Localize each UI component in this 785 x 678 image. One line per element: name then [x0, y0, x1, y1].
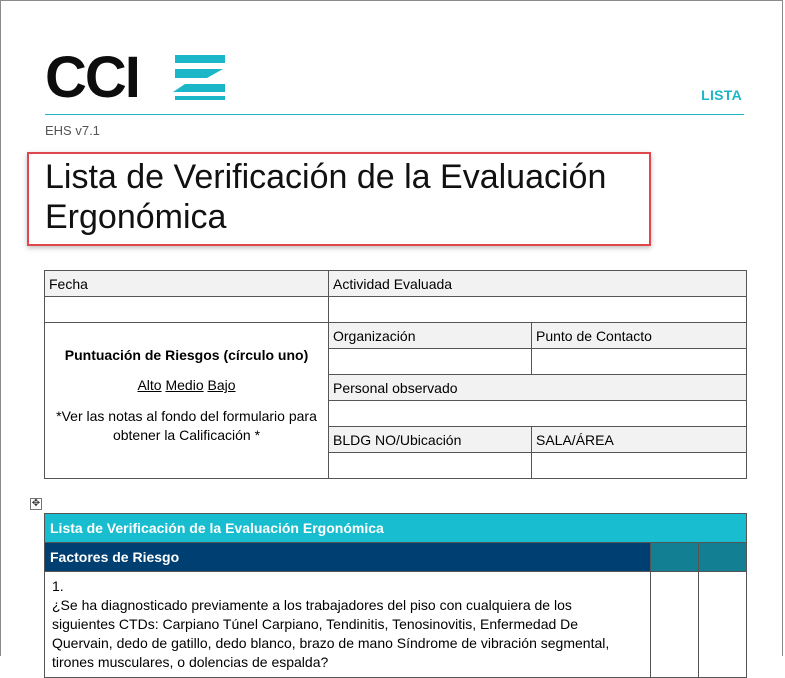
info-table	[44, 270, 747, 479]
risk-level-medio[interactable]: Medio	[165, 377, 204, 393]
fecha-label: Fecha	[45, 271, 329, 297]
personal-label: Personal observado	[329, 375, 747, 401]
sala-field[interactable]	[532, 453, 747, 479]
risk-levels	[49, 377, 324, 393]
checklist-table	[44, 513, 747, 678]
item-number: 1.	[52, 578, 64, 594]
punto-contacto-field[interactable]	[532, 349, 747, 375]
checklist-item	[45, 572, 651, 678]
organizacion-field[interactable]	[329, 349, 532, 375]
item-answer-col-2[interactable]	[699, 572, 747, 678]
risk-level-bajo[interactable]: Bajo	[207, 377, 236, 393]
item-text: ¿Se ha diagnosticado previamente a los trabajadores del piso con cualquiera de los siguientes CTDs: Carpiano Túnel Carpiano, Tendinitis, Tenosinovitis, Enfermedad De Quervain, dedo de gatillo, dedo blanco, brazo de mano Síndrome de vibración segmental, tirones musculares, o dolencias de espalda?	[52, 597, 610, 670]
bldg-field[interactable]	[329, 453, 532, 479]
header-divider	[45, 114, 744, 115]
title-line-1: Lista de Verificación de la Evaluación	[45, 158, 607, 196]
risk-score-heading: Puntuación de Riesgos (círculo uno)	[64, 347, 309, 363]
table-move-handle-icon[interactable]: ✥	[31, 498, 41, 509]
document-type-label: LISTA	[701, 87, 742, 103]
actividad-field[interactable]	[329, 297, 747, 323]
punto-contacto-label: Punto de Contacto	[532, 323, 747, 349]
title-highlight-box	[27, 152, 651, 246]
item-answer-col-1[interactable]	[651, 572, 699, 678]
cci-logo	[45, 51, 230, 101]
personal-field[interactable]	[329, 401, 747, 427]
fecha-field[interactable]	[45, 297, 329, 323]
sala-label: SALA/ÁREA	[532, 427, 747, 453]
svg-text:CCI: CCI	[45, 51, 139, 101]
checklist-title: Lista de Verificación de la Evaluación Ergonómica	[45, 514, 747, 543]
risk-note: *Ver las notas al fondo del formulario para obtener la Calificación *	[56, 408, 317, 443]
title-line-2: Ergonómica	[45, 198, 227, 236]
organizacion-label: Organización	[329, 323, 532, 349]
risk-level-alto[interactable]: Alto	[137, 377, 162, 393]
section-header-risk-factors: Factores de Riesgo	[45, 543, 651, 572]
section-header-col-1	[651, 543, 699, 572]
version-label: EHS v7.1	[45, 123, 100, 138]
risk-score-cell	[45, 323, 329, 479]
section-header-col-2	[699, 543, 747, 572]
bldg-label: BLDG NO/Ubicación	[329, 427, 532, 453]
actividad-label: Actividad Evaluada	[329, 271, 747, 297]
